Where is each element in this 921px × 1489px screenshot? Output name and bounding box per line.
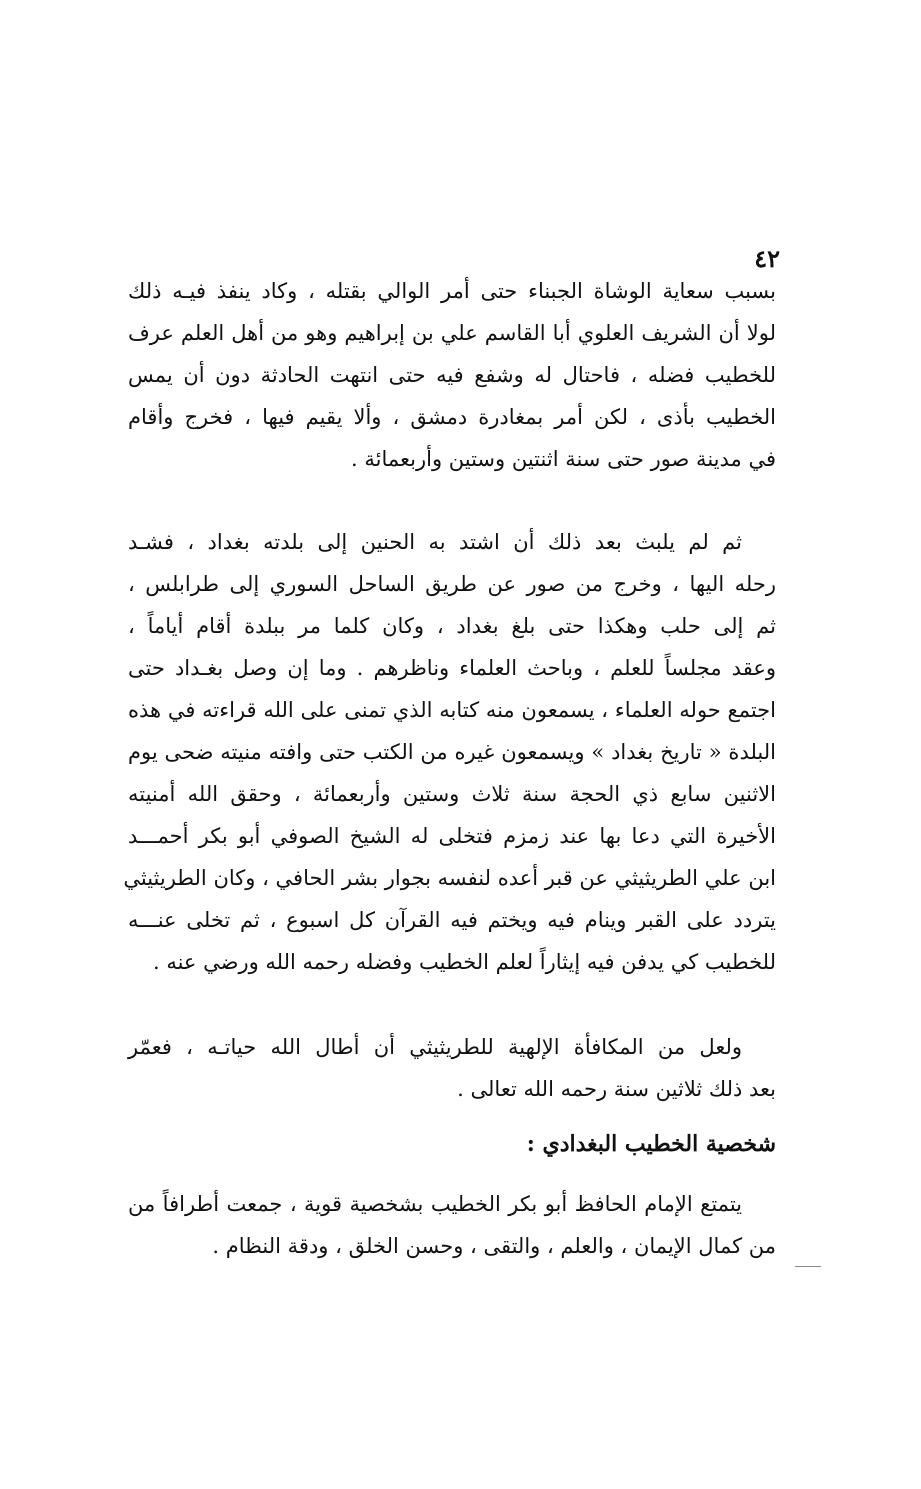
text-line: ولعل من المكافأة الإلهية للطريثيثي أن أطال الله حياتـه ، فعمّر	[128, 1035, 742, 1059]
text-line: لولا أن الشريف العلوي أبا القاسم علي بن إبراهيم وهو من أهل العلم عرف	[128, 321, 776, 345]
text-line: ثم لم يلبث بعد ذلك أن اشتد به الحنين إلى بلدته بغداد ، فشـد	[128, 530, 742, 554]
text-line: للخطيب كي يدفن فيه إيثاراً لعلم الخطيب وفضله رحمه الله ورضي عنه .	[152, 950, 776, 974]
section-heading: شخصية الخطيب البغدادي :	[526, 1131, 776, 1157]
margin-mark	[795, 1266, 821, 1267]
text-line: بعد ذلك ثلاثين سنة رحمه الله تعالى .	[457, 1077, 776, 1101]
text-line: يتمتع الإمام الحافظ أبو بكر الخطيب بشخصية قوية ، جمعت أطرافاً من	[128, 1192, 742, 1216]
text-line: البلدة « تاريخ بغداد » ويسمعون غيره من الكتب حتى وافته منيته ضحى يوم	[128, 740, 776, 764]
text-line: بسبب سعاية الوشاة الجبناء حتى أمر الوالي بقتله ، وكاد ينفذ فيـه ذلك	[128, 279, 776, 303]
text-line: من كمال الإيمان ، والعلم ، والتقى ، وحسن الخلق ، ودقة النظام .	[212, 1234, 776, 1258]
paragraph-1	[128, 270, 776, 480]
text-line: في مدينة صور حتى سنة اثنتين وستين وأربعمائة .	[351, 447, 776, 471]
paragraph-3	[128, 1026, 776, 1110]
page-number: ٤٢	[754, 244, 780, 273]
text-line: وعقد مجلساً للعلم ، وباحث العلماء وناظرهم . وما إن وصل بغـداد حتى	[128, 656, 776, 680]
paragraph-2	[123, 521, 776, 983]
text-line: ثم إلى حلب وهكذا حتى بلغ بغداد ، وكان كلما مر ببلدة أقام أياماً ،	[128, 614, 776, 638]
text-line: الأخيرة التي دعا بها عند زمزم فتخلى له الشيخ الصوفي أبو بكر أحمـــد	[128, 824, 776, 848]
text-line: اجتمع حوله العلماء ، يسمعون منه كتابه الذي تمنى على الله قراءته في هذه	[128, 698, 776, 722]
text-line: الخطيب بأذى ، لكن أمر بمغادرة دمشق ، وألا يقيم فيها ، فخرج وأقام	[128, 405, 776, 429]
paragraph-4	[128, 1183, 776, 1267]
text-line: للخطيب فضله ، فاحتال له وشفع فيه حتى انتهت الحادثة دون أن يمس	[128, 363, 776, 387]
text-line: الاثنين سابع ذي الحجة سنة ثلاث وستين وأربعمائة ، وحقق الله أمنيته	[128, 782, 776, 806]
text-line: رحله اليها ، وخرج من صور عن طريق الساحل السوري إلى طرابلس ،	[128, 572, 776, 596]
text-line: يتردد على القبر وينام فيه ويختم فيه القرآن كل اسبوع ، ثم تخلى عنـــه	[128, 908, 776, 932]
text-line: ابن علي الطريثيثي عن قبر أعده لنفسه بجوار بشر الحافي ، وكان الطريثيثي	[123, 866, 776, 890]
